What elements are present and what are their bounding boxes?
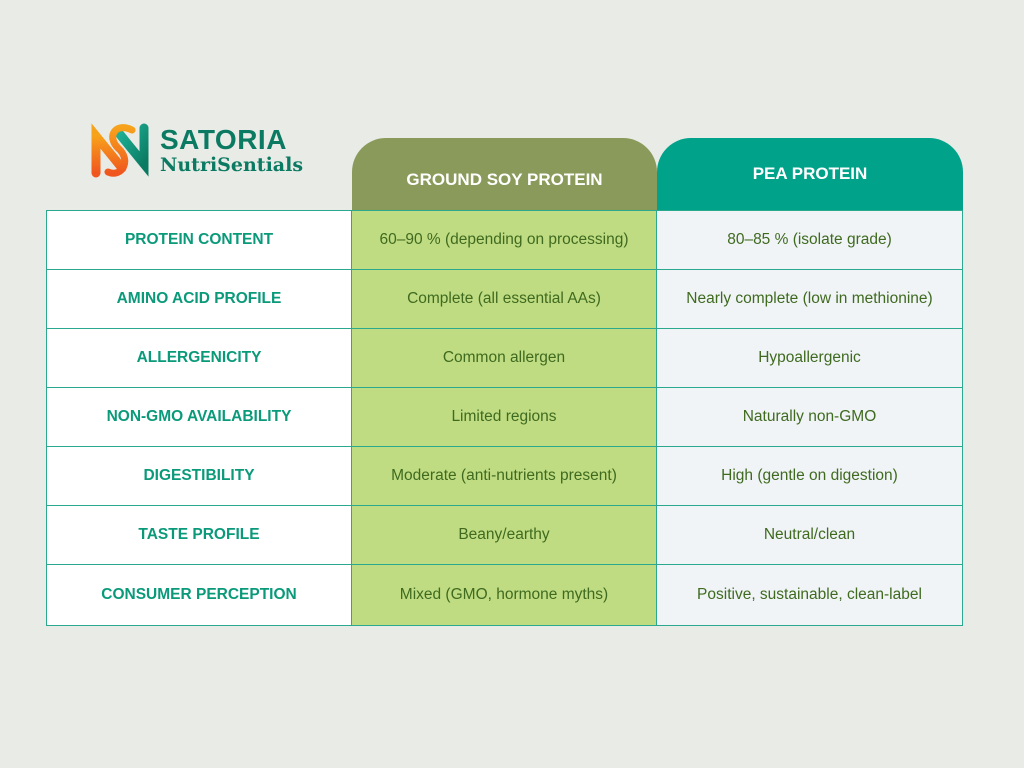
brand-logo	[88, 118, 303, 184]
row-label: DIGESTIBILITY	[47, 447, 352, 506]
pea-value: Naturally non-GMO	[657, 388, 963, 447]
table-row	[47, 270, 963, 329]
row-label: NON-GMO AVAILABILITY	[47, 388, 352, 447]
comparison-table	[46, 210, 963, 626]
column-header-soy: GROUND SOY PROTEIN	[352, 138, 657, 211]
column-header-pea: PEA PROTEIN	[657, 138, 963, 211]
table-row	[47, 329, 963, 388]
table-row	[47, 211, 963, 270]
table-row	[47, 388, 963, 447]
soy-value: Moderate (anti-nutrients present)	[352, 447, 657, 506]
row-label: CONSUMER PERCEPTION	[47, 565, 352, 626]
brand-subname: NutriSentials	[160, 154, 304, 176]
row-label: AMINO ACID PROFILE	[47, 270, 352, 329]
table-row	[47, 447, 963, 506]
soy-value: Limited regions	[352, 388, 657, 447]
table-row	[47, 565, 963, 626]
soy-value: Complete (all essential AAs)	[352, 270, 657, 329]
pea-value: Nearly complete (low in methionine)	[657, 270, 963, 329]
row-label: PROTEIN CONTENT	[47, 211, 352, 270]
pea-value: Hypoallergenic	[657, 329, 963, 388]
soy-value: Common allergen	[352, 329, 657, 388]
pea-value: High (gentle on digestion)	[657, 447, 963, 506]
soy-value: Beany/earthy	[352, 506, 657, 565]
pea-value: Positive, sustainable, clean-label	[657, 565, 963, 626]
logo-mark-icon	[88, 118, 154, 184]
brand-name: SATORIA	[160, 124, 287, 155]
soy-value: 60–90 % (depending on processing)	[352, 211, 657, 270]
row-label: TASTE PROFILE	[47, 506, 352, 565]
pea-value: 80–85 % (isolate grade)	[657, 211, 963, 270]
soy-value: Mixed (GMO, hormone myths)	[352, 565, 657, 626]
row-label: ALLERGENICITY	[47, 329, 352, 388]
table-row	[47, 506, 963, 565]
pea-value: Neutral/clean	[657, 506, 963, 565]
